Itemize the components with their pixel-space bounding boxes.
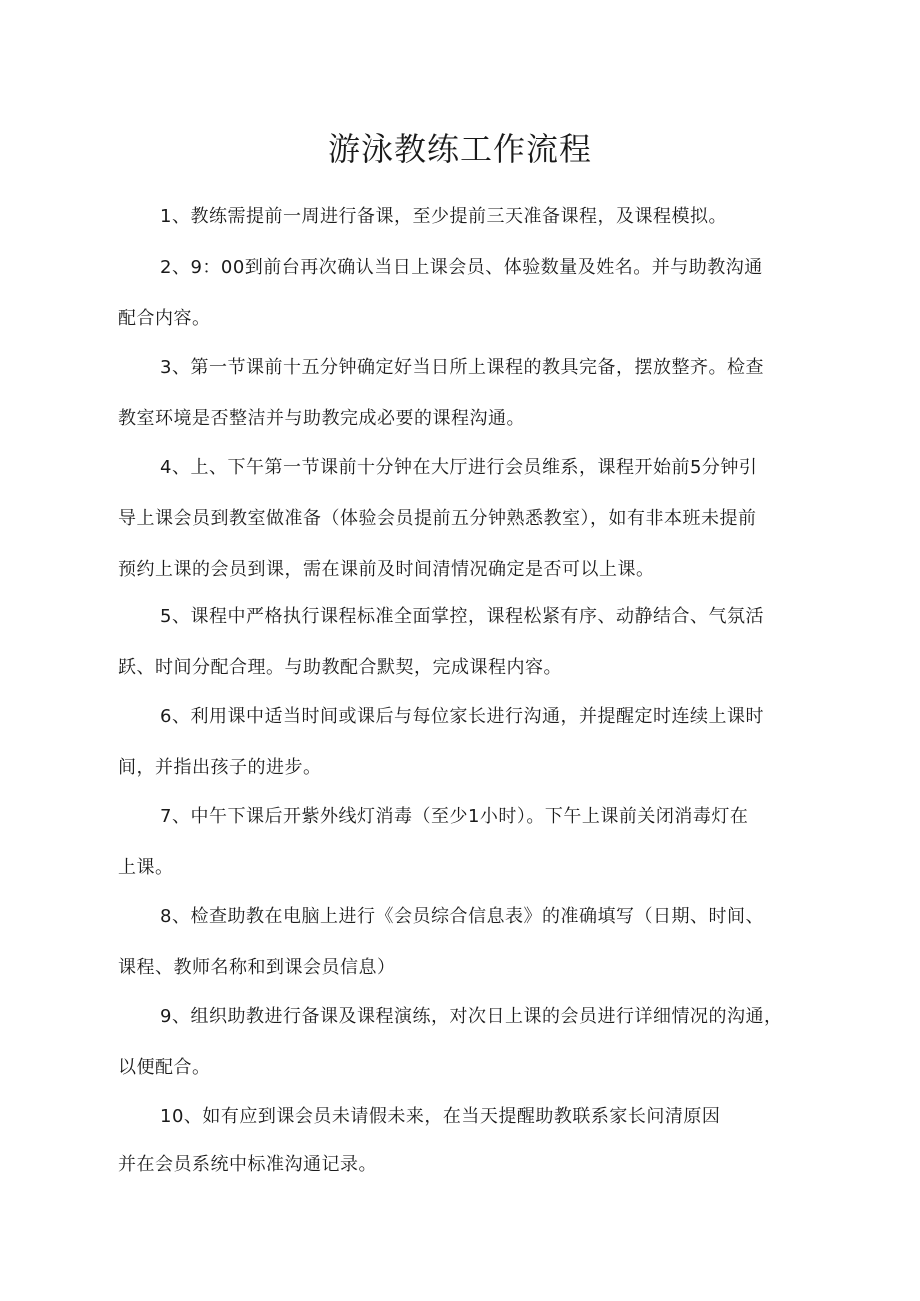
paragraph-8: [118, 891, 828, 993]
paragraph-line: 上课。: [118, 857, 174, 878]
paragraph-10: [118, 1091, 828, 1187]
paragraph-line: 以便配合。: [118, 1057, 211, 1078]
paragraph-line: 8、检查助教在电脑上进行《会员综合信息表》的准确填写（日期、时间、: [160, 906, 764, 927]
paragraph-line: 2、9：00到前台再次确认当日上课会员、体验数量及姓名。并与助教沟通: [160, 257, 763, 278]
paragraph-5: [118, 591, 828, 693]
paragraph-line: 跃、时间分配合理。与助教配合默契，完成课程内容。: [118, 657, 562, 678]
paragraph-line: 课程、教师名称和到课会员信息）: [118, 957, 396, 978]
paragraph-line: 并在会员系统中标准沟通记录。: [118, 1154, 377, 1175]
paragraph-line: 5、课程中严格执行课程标准全面掌控，课程松紧有序、动静结合、气氛活: [160, 606, 764, 627]
paragraph-line: 6、利用课中适当时间或课后与每位家长进行沟通，并提醒定时连续上课时: [160, 706, 764, 727]
paragraph-line: 1、教练需提前一周进行备课，至少提前三天准备课程，及课程模拟。: [160, 206, 727, 227]
paragraph-line: 预约上课的会员到课，需在课前及时间清情况确定是否可以上课。: [118, 559, 655, 580]
paragraph-line: 10、如有应到课会员未请假未来，在当天提醒助教联系家长问清原因: [160, 1106, 721, 1127]
paragraph-line: 7、中午下课后开紫外线灯消毒（至少1小时）。下午上课前关闭消毒灯在: [160, 806, 749, 827]
paragraph-4: [118, 442, 828, 595]
paragraph-line: 4、上、下午第一节课前十分钟在大厅进行会员维系，课程开始前5分钟引: [160, 457, 758, 478]
paragraph-2: [118, 242, 828, 344]
paragraph-line: 配合内容。: [118, 308, 211, 329]
page-title: 游泳教练工作流程: [327, 130, 592, 168]
paragraph-9: [118, 991, 828, 1093]
paragraph-line: 教室环境是否整洁并与助教完成必要的课程沟通。: [118, 408, 525, 429]
paragraph-line: 导上课会员到教室做准备（体验会员提前五分钟熟悉教室），如有非本班未提前: [118, 508, 757, 529]
paragraph-7: [118, 791, 828, 893]
paragraph-1: [118, 191, 828, 242]
paragraph-line: 间，并指出孩子的进步。: [118, 757, 322, 778]
paragraph-line: 3、第一节课前十五分钟确定好当日所上课程的教具完备，摆放整齐。检查: [160, 357, 764, 378]
paragraph-3: [118, 342, 828, 444]
paragraph-line: 9、组织助教进行备课及课程演练，对次日上课的会员进行详细情况的沟通，: [160, 1006, 783, 1027]
paragraph-6: [118, 691, 828, 793]
